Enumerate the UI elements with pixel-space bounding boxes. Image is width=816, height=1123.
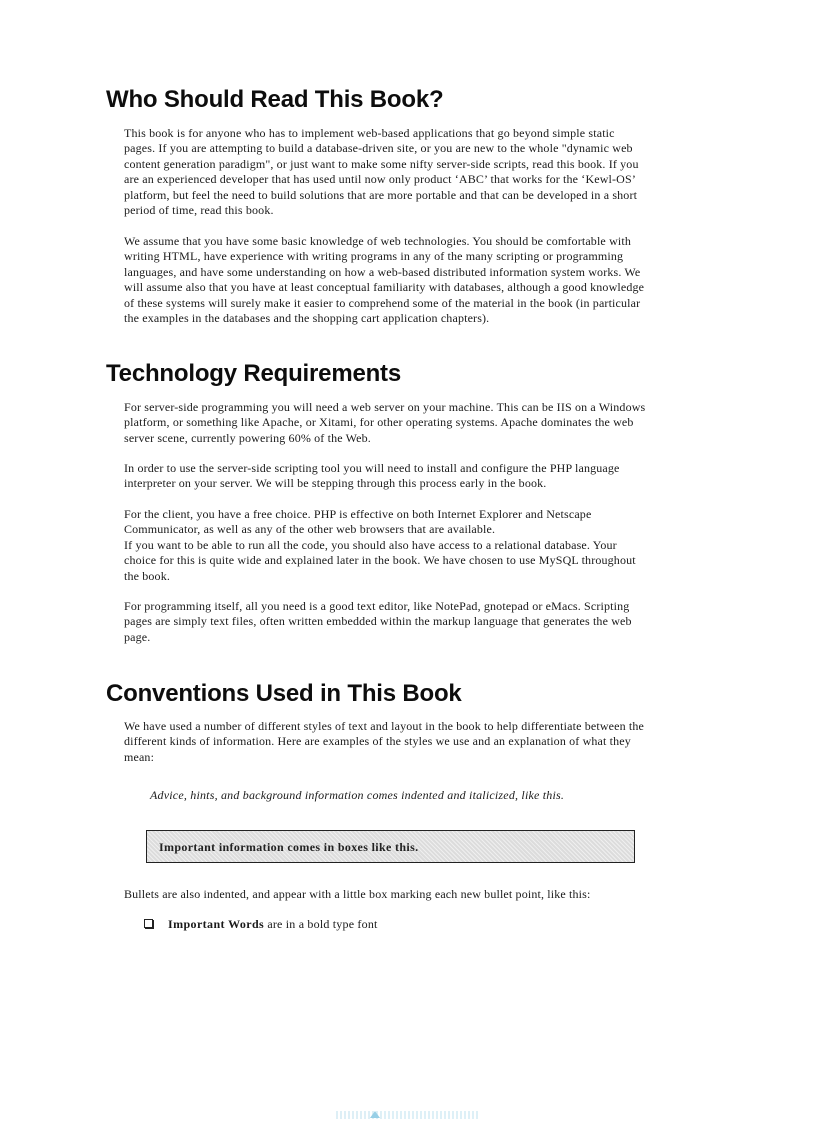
paragraph-bullets-intro <box>124 887 690 902</box>
important-info-box <box>146 830 635 863</box>
text-line: pages are simply text files, often written embedded within the markup language that generates the web <box>124 614 632 629</box>
text-line: will assume also that you have at least conceptual familiarity with databases, although a good knowledge <box>124 280 645 295</box>
paragraph-tech-3 <box>124 507 690 584</box>
paragraph-conventions-1 <box>124 719 690 765</box>
text-line: pages. If you are attempting to build a database-driven site, or you are new to the whole "dynamic web <box>124 141 633 156</box>
important-info-text: Important information comes in boxes like this. <box>159 840 419 854</box>
text-line: content generation paradigm", or just want to make some nifty server-side scripts, read this book. If you <box>124 156 639 171</box>
paragraph-tech-1 <box>124 400 690 446</box>
footer-watermark <box>336 1111 480 1119</box>
text-line: mean: <box>124 749 155 764</box>
text-line: For programming itself, all you need is a good text editor, like NotePad, gnotepad or eMacs. Scripting <box>124 599 630 613</box>
text-line: the book. <box>124 568 171 583</box>
text-line: writing HTML, have experience with writing programs in any of the many scripting or programming <box>124 249 624 264</box>
text-line: We assume that you have some basic knowledge of web technologies. You should be comfortable with <box>124 234 631 248</box>
advice-note: Advice, hints, and background information comes indented and italicized, like this. <box>150 788 565 802</box>
heading-conventions: Conventions Used in This Book <box>106 680 462 707</box>
paragraph-tech-2 <box>124 461 690 492</box>
text-line: are an experienced developer that has used until now only product ‘ABC’ that works for the ‘Kewl-OS’ <box>124 172 636 187</box>
text-line: This book is for anyone who has to implement web-based applications that go beyond simple static <box>124 126 615 140</box>
text-line: server scene, currently powering 60% of the Web. <box>124 430 371 445</box>
text-line: period of time, read this book. <box>124 203 274 218</box>
paragraph-tech-4 <box>124 599 690 645</box>
paragraph-who-1 <box>124 126 690 218</box>
bullet-bold-text: Important Words <box>168 917 265 931</box>
text-line: For the client, you have a free choice. PHP is effective on both Internet Explorer and Netscape <box>124 507 592 521</box>
text-line: languages, and have some understanding on how a web-based distributed information system works. We <box>124 264 641 279</box>
text-line: platform, or something like Apache, or Xitami, for other operating systems. Apache dominates the web <box>124 415 634 430</box>
text-line: For server-side programming you will need a web server on your machine. This can be IIS on a Windows <box>124 400 646 414</box>
text-line: the examples in the databases and the shopping cart application chapters). <box>124 311 490 326</box>
text-line: In order to use the server-side scripting tool you will need to install and configure the PHP language <box>124 461 620 475</box>
heading-who-should-read: Who Should Read This Book? <box>106 86 444 113</box>
text-line: different kinds of information. Here are examples of the styles we use and an explanation of what they <box>124 734 631 749</box>
text-line: interpreter on your server. We will be stepping through this process early in the book. <box>124 476 547 491</box>
text-line: of these systems will surely make it easier to comprehend some of the material in the book (in particular <box>124 295 641 310</box>
text-line: We have used a number of different styles of text and layout in the book to help differentiate between the <box>124 719 644 733</box>
bullet-rest-text: are in a bold type font <box>264 917 378 931</box>
triangle-icon <box>370 1111 380 1118</box>
text-line: platform, but feel the need to build solutions that are more portable and that can be developed in a short <box>124 187 638 202</box>
checkbox-bullet-icon <box>144 919 153 928</box>
paragraph-who-2 <box>124 234 690 326</box>
text-line: choice for this is quite wide and explained later in the book. We have chosen to use MySQL throughout <box>124 553 636 568</box>
text-line: Bullets are also indented, and appear with a little box marking each new bullet point, like this: <box>124 887 591 901</box>
text-line: page. <box>124 629 151 644</box>
text-line: If you want to be able to run all the code, you should also have access to a relational database. Your <box>124 537 617 552</box>
bullet-list-item <box>144 917 378 932</box>
text-line: Communicator, as well as any of the other web browsers that are available. <box>124 522 496 537</box>
heading-technology-requirements: Technology Requirements <box>106 360 402 387</box>
